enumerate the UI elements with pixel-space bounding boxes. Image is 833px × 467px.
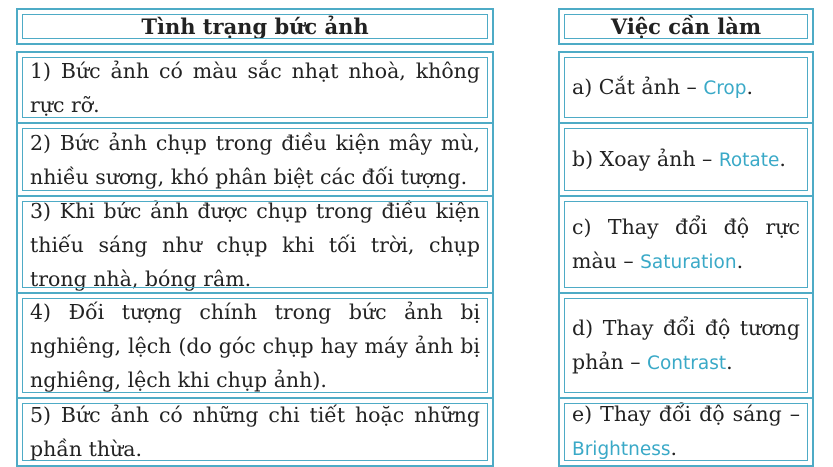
action-term-e: Brightness: [572, 439, 671, 460]
condition-row-4: [16, 294, 494, 399]
condition-row-3: [16, 197, 494, 294]
condition-text-5: 5) Bức ảnh có những chi tiết hoặc những phần thừa.: [30, 403, 480, 461]
action-header: [558, 8, 814, 45]
action-table: [558, 8, 814, 467]
action-text-b: [572, 142, 800, 178]
action-row-d: [558, 294, 814, 399]
action-row-b: [558, 124, 814, 197]
action-term-c: Saturation: [640, 251, 737, 273]
action-header-label: Việc cần làm: [610, 13, 762, 39]
photo-condition-header-label: Tình trạng bức ảnh: [141, 13, 369, 39]
photo-condition-header: [16, 8, 494, 45]
action-suffix-a: .: [746, 74, 754, 99]
action-suffix-c: .: [736, 248, 744, 273]
action-text-d: [572, 311, 800, 381]
action-suffix-d: .: [726, 349, 733, 374]
action-suffix-e: .: [670, 436, 678, 460]
condition-text-4: 4) Đối tượng chính trong bức ảnh bị nghiêng, lệch (do góc chụp hay máy ảnh bị nghiêng, lệch khi chụp ảnh).: [30, 299, 480, 392]
action-prefix-c: c) Thay đổi độ rực màu –: [572, 214, 800, 273]
condition-text-1: 1) Bức ảnh có màu sắc nhạt nhoà, không rực rỡ.: [30, 58, 480, 117]
action-suffix-b: .: [779, 146, 786, 171]
action-term-b: Rotate: [718, 149, 780, 171]
action-prefix-a: a) Cắt ảnh –: [572, 74, 704, 99]
condition-text-2: 2) Bức ảnh chụp trong điều kiện mây mù, nhiều sương, khó phân biệt các đối tượng.: [30, 130, 480, 189]
action-term-a: Crop: [703, 77, 747, 99]
action-text-a: [572, 70, 800, 106]
photo-condition-table: [16, 8, 494, 467]
action-row-a: [558, 51, 814, 124]
action-row-e: [558, 399, 814, 467]
action-text-e: [572, 397, 800, 467]
action-row-c: [558, 197, 814, 294]
action-prefix-b: b) Xoay ảnh –: [572, 146, 719, 171]
action-text-c: [572, 210, 800, 280]
action-term-d: Contrast: [647, 352, 727, 374]
action-prefix-e: e) Thay đổi độ sáng –: [572, 402, 800, 426]
condition-row-2: [16, 124, 494, 197]
condition-text-3: 3) Khi bức ảnh được chụp trong điều kiện thiếu sáng như chụp khi tối trời, chụp trong nhà, bóng râm.: [30, 198, 480, 291]
condition-row-1: [16, 51, 494, 124]
action-prefix-d: d) Thay đổi độ tương phản –: [572, 315, 800, 374]
condition-row-5: [16, 399, 494, 467]
